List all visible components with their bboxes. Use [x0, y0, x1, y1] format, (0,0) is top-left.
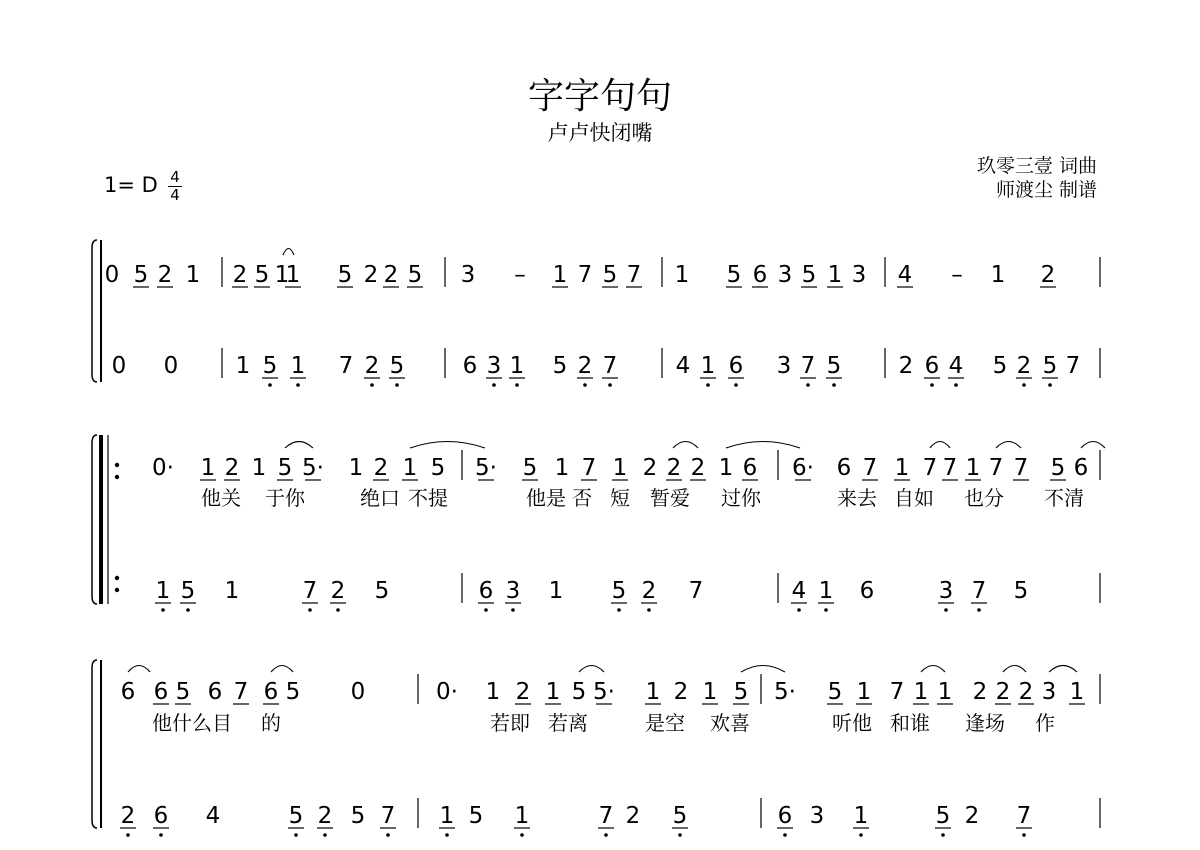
- lower-note: 7: [800, 353, 816, 379]
- upper-note: 6·: [792, 455, 814, 481]
- octave-dot-low: [706, 383, 710, 387]
- upper-note: 5: [1050, 455, 1066, 481]
- slur: [128, 666, 150, 673]
- upper-note: 2: [1018, 679, 1034, 705]
- lower-note: 7: [602, 353, 618, 379]
- upper-note: 5: [801, 262, 817, 288]
- slur: [726, 442, 800, 449]
- octave-dot-low: [608, 383, 612, 387]
- lyric: 和谁: [890, 711, 930, 735]
- octave-dot-low: [308, 608, 312, 612]
- octave-dot-low: [977, 608, 981, 612]
- upper-note: 3: [777, 262, 793, 288]
- upper-note: 2: [995, 679, 1011, 705]
- slur: [1081, 442, 1105, 449]
- credit-arranger: 师渡尘 制谱: [995, 179, 1097, 201]
- slur: [1003, 666, 1026, 673]
- octave-dot-low: [859, 833, 863, 837]
- octave-dot-low: [511, 608, 515, 612]
- upper-note: 7: [942, 455, 958, 481]
- octave-dot-low: [1022, 833, 1026, 837]
- lyric: 不清: [1044, 486, 1084, 510]
- octave-dot-low: [678, 833, 682, 837]
- lower-note: 1: [514, 803, 530, 829]
- upper-note: 5: [277, 455, 293, 481]
- lower-note: 7: [1065, 353, 1081, 379]
- lower-note: 4: [205, 803, 221, 829]
- lower-note: 4: [948, 353, 964, 379]
- upper-note: 5: [337, 262, 353, 288]
- upper-note: 2: [1040, 262, 1056, 288]
- upper-note: 3: [1041, 679, 1057, 705]
- octave-dot-low: [1022, 383, 1026, 387]
- lyric: 是空: [645, 711, 685, 735]
- lower-note: 5: [1042, 353, 1058, 379]
- upper-note: 3: [460, 262, 476, 288]
- lyric: 也分: [964, 486, 1004, 510]
- octave-dot-low: [944, 608, 948, 612]
- upper-note: 7: [577, 262, 593, 288]
- lower-note: 4: [675, 353, 691, 379]
- lower-note: 1: [155, 578, 171, 604]
- upper-note: 1: [554, 455, 570, 481]
- lyric: 的: [261, 711, 281, 735]
- lower-note: 7: [302, 578, 318, 604]
- lower-note: 6: [728, 353, 744, 379]
- lower-note: 6: [462, 353, 478, 379]
- octave-dot-low: [515, 383, 519, 387]
- octave-dot-low: [159, 833, 163, 837]
- upper-note: 1: [251, 455, 267, 481]
- lower-note: 6: [777, 803, 793, 829]
- upper-note: 1: [913, 679, 929, 705]
- octave-dot-low: [583, 383, 587, 387]
- octave-dot-low: [336, 608, 340, 612]
- lyric: 他关: [201, 486, 241, 510]
- repeat-dot: [115, 475, 119, 479]
- lower-note: 3: [938, 578, 954, 604]
- upper-note: 1: [200, 455, 216, 481]
- octave-dot-low: [797, 608, 801, 612]
- lower-note: 1: [235, 353, 251, 379]
- key-signature: 1= D: [104, 173, 158, 197]
- lyric: 绝口: [360, 486, 400, 510]
- upper-note: 1: [1069, 679, 1085, 705]
- lower-note: 2: [364, 353, 380, 379]
- octave-dot-low: [492, 383, 496, 387]
- octave-dot-low: [126, 833, 130, 837]
- octave-dot-low: [268, 383, 272, 387]
- lyric: 来去: [837, 486, 877, 510]
- upper-note: 2: [157, 262, 173, 288]
- time-signature-bottom: 4: [170, 186, 180, 204]
- octave-dot-low: [161, 608, 165, 612]
- lower-note: 4: [791, 578, 807, 604]
- slur: [579, 666, 604, 673]
- lyric: 若离: [548, 711, 588, 735]
- upper-note: 5: [285, 679, 301, 705]
- lower-note: 1: [853, 803, 869, 829]
- slur: [1049, 666, 1077, 673]
- lower-note: 7: [971, 578, 987, 604]
- octave-dot-low: [296, 383, 300, 387]
- octave-dot-low: [647, 608, 651, 612]
- upper-note: 7: [581, 455, 597, 481]
- lower-note: 2: [577, 353, 593, 379]
- lyric: 若即: [490, 711, 530, 735]
- lower-note: 6: [153, 803, 169, 829]
- upper-note: 6: [742, 455, 758, 481]
- upper-note: 1: [545, 679, 561, 705]
- lower-note: 5: [350, 803, 366, 829]
- lower-note: 5: [826, 353, 842, 379]
- upper-note: 7: [862, 455, 878, 481]
- octave-dot-low: [386, 833, 390, 837]
- lower-note: 5: [611, 578, 627, 604]
- upper-note: 3: [851, 262, 867, 288]
- upper-note: 5: [602, 262, 618, 288]
- repeat-dot: [115, 463, 119, 467]
- upper-note: 7: [922, 455, 938, 481]
- lower-note: 1: [818, 578, 834, 604]
- system-bracket: [92, 435, 97, 604]
- lyric: 过你: [721, 486, 761, 510]
- octave-dot-low: [941, 833, 945, 837]
- upper-note: 6: [836, 455, 852, 481]
- lyric: 作: [1035, 711, 1055, 735]
- upper-note: –: [514, 262, 526, 288]
- lower-note: 7: [688, 578, 704, 604]
- octave-dot-low: [294, 833, 298, 837]
- upper-note: 5: [571, 679, 587, 705]
- upper-note: 1: [485, 679, 501, 705]
- slur: [741, 666, 785, 673]
- lower-note: 1: [290, 353, 306, 379]
- system-bracket: [92, 660, 97, 828]
- lyric: 听他: [832, 711, 872, 735]
- upper-note: 1: [827, 262, 843, 288]
- upper-note: 1: [645, 679, 661, 705]
- octave-dot-low: [824, 608, 828, 612]
- upper-note: 5: [175, 679, 191, 705]
- lower-note: 3: [809, 803, 825, 829]
- upper-note: 1: [612, 455, 628, 481]
- lyric: 逢场: [965, 711, 1005, 735]
- upper-note: 7: [988, 455, 1004, 481]
- octave-dot-low: [484, 608, 488, 612]
- repeat-dot: [115, 576, 119, 580]
- upper-note: 2: [373, 455, 389, 481]
- upper-note: 1: [285, 262, 301, 288]
- octave-dot-low: [186, 608, 190, 612]
- lower-note: 2: [641, 578, 657, 604]
- lower-note: 5: [1013, 578, 1029, 604]
- octave-dot-low: [1048, 383, 1052, 387]
- lower-note: 2: [120, 803, 136, 829]
- octave-dot-low: [783, 833, 787, 837]
- upper-note: 2: [642, 455, 658, 481]
- octave-dot-low: [734, 383, 738, 387]
- upper-note: 2: [515, 679, 531, 705]
- lower-note: 5: [935, 803, 951, 829]
- lower-note: 5: [992, 353, 1008, 379]
- upper-note: 2: [690, 455, 706, 481]
- lyric: 欢喜: [710, 711, 750, 735]
- octave-dot-low: [520, 833, 524, 837]
- lower-note: 2: [1016, 353, 1032, 379]
- slur: [283, 249, 294, 256]
- upper-note: 1: [965, 455, 981, 481]
- lower-note: 5: [374, 578, 390, 604]
- upper-note: 5·: [774, 679, 796, 705]
- lower-note: 5: [672, 803, 688, 829]
- credit-lyrics-music: 玖零三壹 词曲: [976, 155, 1097, 177]
- lower-note: 1: [224, 578, 240, 604]
- page-subtitle: 卢卢快闭嘴: [547, 121, 653, 145]
- lyric: 不提: [408, 486, 448, 510]
- slur: [285, 442, 313, 449]
- slur: [930, 442, 950, 449]
- lower-note: 2: [317, 803, 333, 829]
- lower-note: 3: [505, 578, 521, 604]
- slur: [996, 442, 1021, 449]
- upper-note: 5·: [475, 455, 497, 481]
- lower-note: 1: [439, 803, 455, 829]
- lower-note: 0: [111, 353, 127, 379]
- octave-dot-low: [617, 608, 621, 612]
- page-title: 字字句句: [527, 76, 672, 117]
- upper-note: 7: [889, 679, 905, 705]
- lyric: 否: [572, 486, 592, 510]
- lower-note: 3: [486, 353, 502, 379]
- lower-note: 6: [924, 353, 940, 379]
- upper-note: 0: [350, 679, 366, 705]
- lower-note: 2: [625, 803, 641, 829]
- lyric: 他什么目: [152, 711, 232, 735]
- upper-note: 1: [702, 679, 718, 705]
- upper-note: 1: [674, 262, 690, 288]
- upper-note: 1: [937, 679, 953, 705]
- lower-note: 5: [468, 803, 484, 829]
- octave-dot-low: [395, 383, 399, 387]
- lower-note: 2: [964, 803, 980, 829]
- slur: [271, 666, 293, 673]
- upper-note: 5: [430, 455, 446, 481]
- upper-note: 1: [990, 262, 1006, 288]
- octave-dot-low: [806, 383, 810, 387]
- upper-note: –: [951, 262, 963, 288]
- upper-note: 5: [133, 262, 149, 288]
- upper-note: 5: [407, 262, 423, 288]
- lyric: 自如: [894, 486, 934, 510]
- system-bracket: [92, 240, 97, 382]
- lower-note: 1: [548, 578, 564, 604]
- upper-note: 0: [104, 262, 120, 288]
- upper-note: 2: [673, 679, 689, 705]
- lyric: 暂爱: [650, 486, 690, 510]
- upper-note: 1: [348, 455, 364, 481]
- octave-dot-low: [370, 383, 374, 387]
- upper-note: 2: [383, 262, 399, 288]
- upper-note: 0·: [436, 679, 458, 705]
- upper-note: 6: [752, 262, 768, 288]
- lyric: 他是: [526, 486, 566, 510]
- upper-note: 6: [263, 679, 279, 705]
- lower-note: 2: [898, 353, 914, 379]
- lower-note: 5: [180, 578, 196, 604]
- octave-dot-low: [323, 833, 327, 837]
- upper-note: 2: [666, 455, 682, 481]
- upper-note: 7: [233, 679, 249, 705]
- upper-note: 1: [185, 262, 201, 288]
- slur: [410, 442, 485, 449]
- upper-note: 6: [153, 679, 169, 705]
- upper-note: 2: [363, 262, 379, 288]
- upper-note: 5: [254, 262, 270, 288]
- upper-note: 5: [827, 679, 843, 705]
- repeat-dot: [115, 588, 119, 592]
- octave-dot-low: [445, 833, 449, 837]
- upper-note: 0·: [152, 455, 174, 481]
- upper-note: 6: [1073, 455, 1089, 481]
- lower-note: 7: [338, 353, 354, 379]
- lower-note: 6: [859, 578, 875, 604]
- lower-note: 6: [478, 578, 494, 604]
- upper-note: 1: [856, 679, 872, 705]
- slur: [673, 442, 698, 449]
- upper-note: 1: [718, 455, 734, 481]
- lyric: 于你: [265, 486, 305, 510]
- upper-note: 1: [552, 262, 568, 288]
- upper-note: 2: [232, 262, 248, 288]
- upper-note: 7: [626, 262, 642, 288]
- octave-dot-low: [954, 383, 958, 387]
- lower-note: 7: [380, 803, 396, 829]
- upper-note: 5·: [302, 455, 324, 481]
- octave-dot-low: [930, 383, 934, 387]
- time-signature-top: 4: [170, 168, 180, 186]
- lower-note: 7: [598, 803, 614, 829]
- lower-note: 5: [262, 353, 278, 379]
- slur: [921, 666, 945, 673]
- lower-note: 5: [389, 353, 405, 379]
- upper-note: 2: [224, 455, 240, 481]
- lower-note: 1: [700, 353, 716, 379]
- lower-note: 5: [288, 803, 304, 829]
- lower-note: 1: [509, 353, 525, 379]
- upper-note: 4: [897, 262, 913, 288]
- lower-note: 7: [1016, 803, 1032, 829]
- upper-note: 5: [726, 262, 742, 288]
- lower-note: 0: [163, 353, 179, 379]
- octave-dot-low: [604, 833, 608, 837]
- upper-note: 1: [274, 262, 290, 288]
- upper-note: 6: [207, 679, 223, 705]
- lower-note: 5: [552, 353, 568, 379]
- lyric: 短: [610, 486, 630, 510]
- lower-note: 2: [330, 578, 346, 604]
- lower-note: 3: [776, 353, 792, 379]
- upper-note: 5: [522, 455, 538, 481]
- upper-note: 5: [733, 679, 749, 705]
- octave-dot-low: [832, 383, 836, 387]
- upper-note: 6: [120, 679, 136, 705]
- upper-note: 2: [972, 679, 988, 705]
- upper-note: 5·: [593, 679, 615, 705]
- upper-note: 7: [1013, 455, 1029, 481]
- upper-note: 1: [402, 455, 418, 481]
- upper-note: 1: [894, 455, 910, 481]
